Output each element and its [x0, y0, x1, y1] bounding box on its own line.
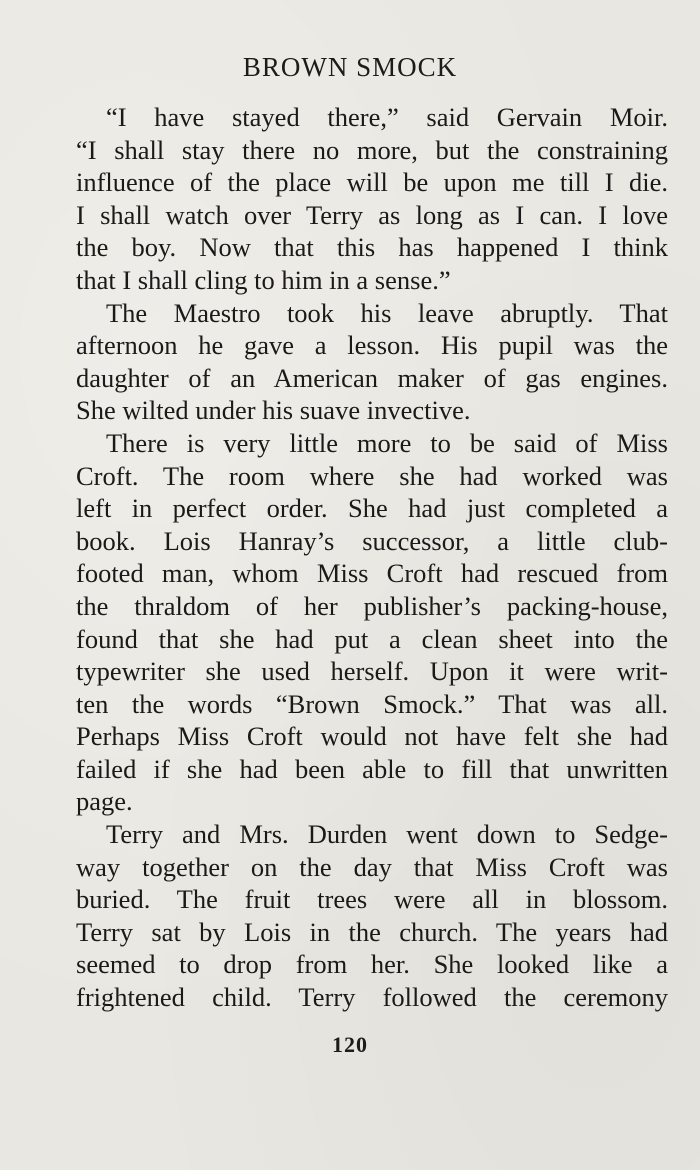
text-line: frightened child. Terry followed the ceremony: [76, 982, 668, 1013]
text-line: page.: [76, 786, 133, 817]
text-line: buried. The fruit trees were all in blossom.: [76, 884, 668, 915]
text-line: Perhaps Miss Croft would not have felt she had: [76, 721, 668, 752]
text-line: that I shall cling to him in a sense.”: [76, 264, 451, 295]
text-line: She wilted under his suave invective.: [76, 395, 471, 426]
text-line: failed if she had been able to fill that unwritten: [76, 753, 668, 784]
text-line: ten the words “Brown Smock.” That was all.: [76, 688, 668, 719]
text-line: way together on the day that Miss Croft was: [76, 851, 668, 882]
running-head: BROWN SMOCK: [242, 52, 458, 82]
text-line: found that she had put a clean sheet into the: [76, 623, 668, 654]
paragraph-1: [76, 101, 668, 297]
text-line: Terry and Mrs. Durden went down to Sedge-: [106, 819, 668, 850]
text-line: There is very little more to be said of Miss: [106, 427, 668, 458]
text-line: Croft. The room where she had worked was: [76, 460, 668, 491]
paragraph-3: [76, 427, 668, 818]
text-line: Terry sat by Lois in the church. The years had: [76, 916, 668, 947]
text-line: left in perfect order. She had just completed a: [76, 493, 668, 524]
text-line: The Maestro took his leave abruptly. That: [106, 297, 668, 328]
text-line: the thraldom of her publisher’s packing-house,: [76, 590, 668, 621]
text-line: afternoon he gave a lesson. His pupil was the: [76, 330, 668, 361]
text-line: I shall watch over Terry as long as I can. I love: [76, 199, 668, 230]
paragraph-2: [76, 297, 668, 427]
text-line: influence of the place will be upon me till I die.: [76, 167, 668, 198]
text-line: the boy. Now that this has happened I think: [76, 232, 668, 263]
body-text: [76, 101, 668, 1014]
page-number: 120: [332, 1032, 368, 1057]
text-line: typewriter she used herself. Upon it were writ-: [76, 656, 668, 687]
text-line: footed man, whom Miss Croft had rescued from: [76, 558, 668, 589]
paragraph-4: [76, 818, 668, 1014]
text-line: “I have stayed there,” said Gervain Moir.: [106, 102, 668, 132]
text-line: seemed to drop from her. She looked like a: [76, 949, 668, 980]
text-line: daughter of an American maker of gas engines.: [76, 362, 668, 393]
text-line: “I shall stay there no more, but the constraining: [76, 134, 668, 165]
text-line: book. Lois Hanray’s successor, a little club-: [76, 525, 668, 556]
